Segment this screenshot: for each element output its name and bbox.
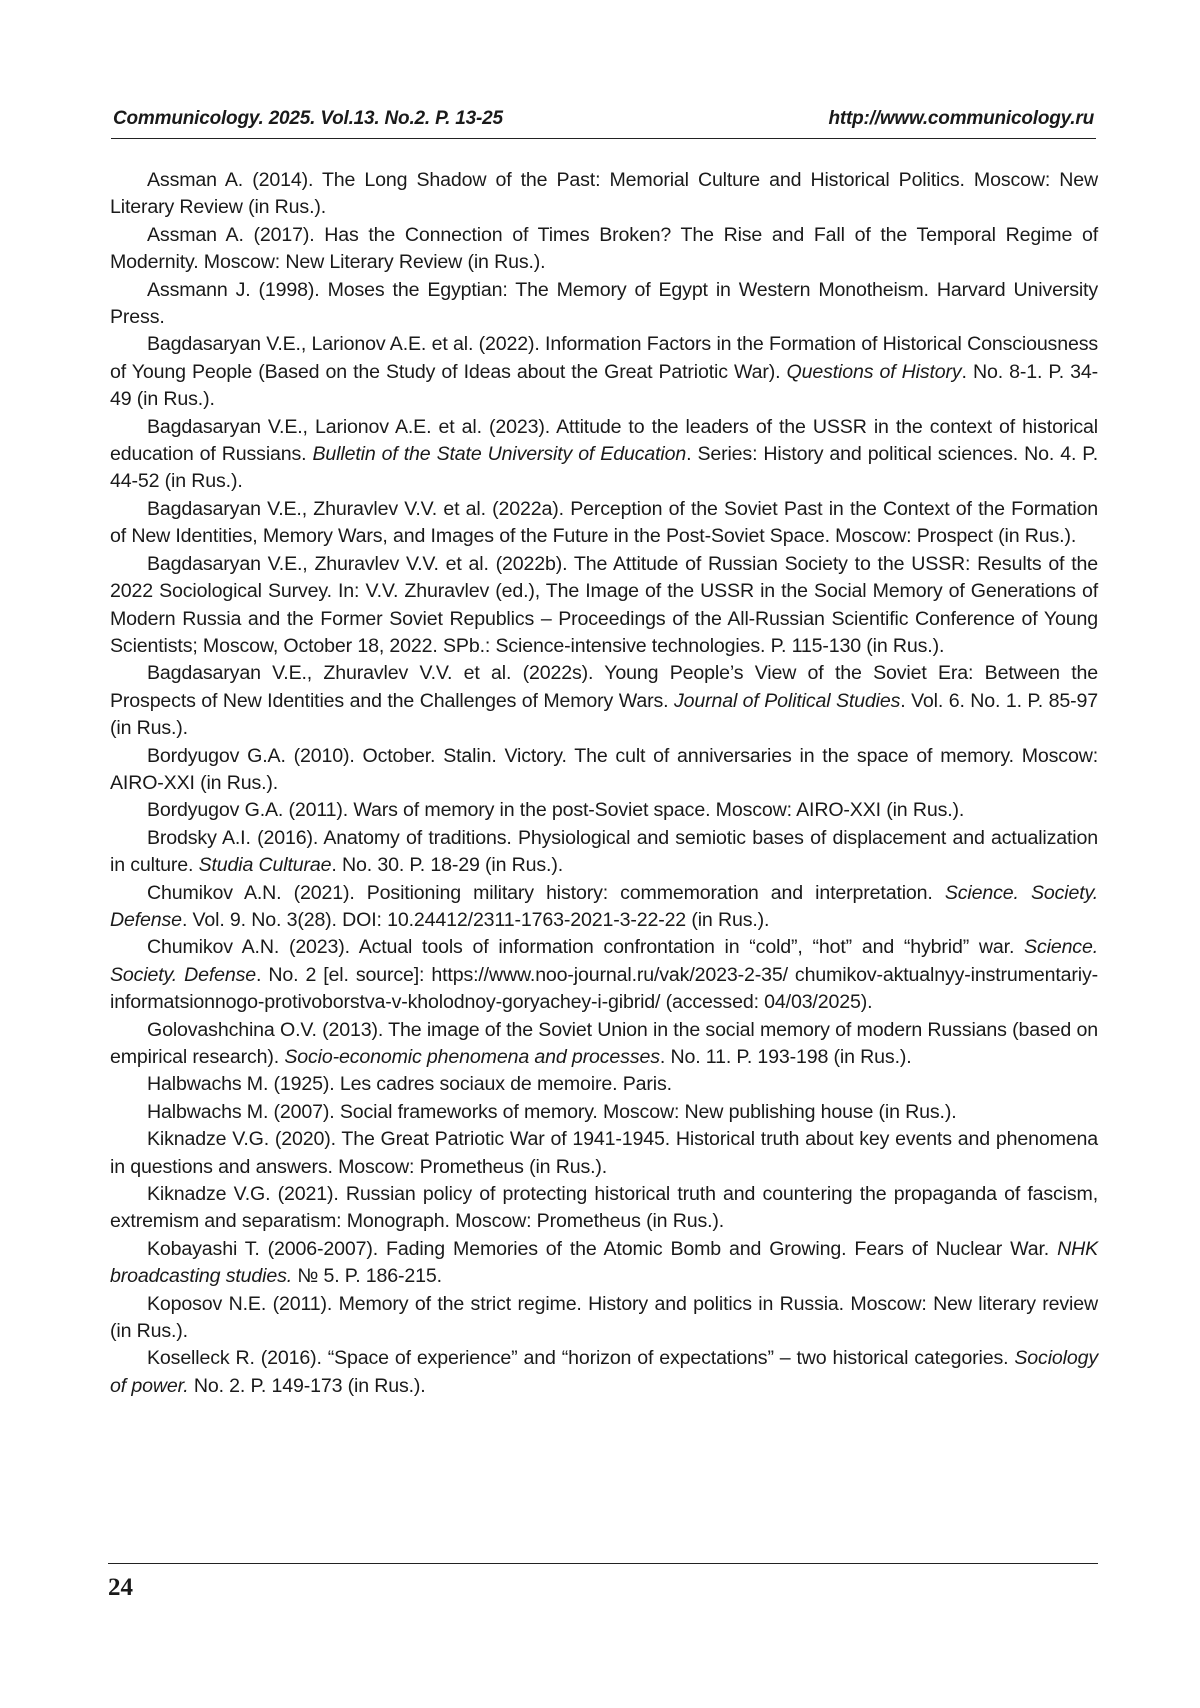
reference-details: . No. 2 [el. source]: https://www.noo-journal.ru/vak/2023-2-35/ chumikov-aktualnyy-instrumentariy-informatsionnogo-protivoborstva-v-kholodnoy-goryachey-i-gibrid/ (accessed: 04/03/2025). bbox=[110, 963, 1098, 1014]
reference-text: Kiknadze V.G. (2020). The Great Patriotic War of 1941-1945. Historical truth about key events and phenomena in questions and answers. Moscow: Prometheus (in Rus.). bbox=[110, 1128, 1098, 1178]
reference-source-title: Bulletin of the State University of Education bbox=[312, 443, 687, 466]
reference-details: . Vol. 9. No. 3(28). DOI: 10.24412/2311-1763-2021-3-22-22 (in Rus.). bbox=[181, 908, 770, 931]
reference-entry bbox=[110, 551, 1098, 661]
reference-text: Assman A. (2017). Has the Connection of Times Broken? The Rise and Fall of the Temporal Regime of Modernity. Moscow: New Literary Review (in Rus.). bbox=[110, 223, 1098, 274]
reference-text: Halbwachs M. (2007). Social frameworks of memory. Moscow: New publishing house (in Rus.). bbox=[147, 1100, 957, 1123]
reference-text: Golovashchina O.V. (2013). The image of the Soviet Union in the social memory of modern Russians (based on empirical research). bbox=[110, 1018, 1098, 1068]
reference-entry bbox=[110, 167, 1098, 222]
journal-url: http://www.communicology.ru bbox=[828, 108, 1094, 129]
reference-entry bbox=[110, 743, 1098, 798]
reference-details: No. 2. P. 149-173 (in Rus.). bbox=[188, 1374, 426, 1397]
reference-source-title: NHK broadcasting studies. bbox=[110, 1237, 1098, 1288]
reference-entry bbox=[110, 1099, 1098, 1126]
reference-entry bbox=[110, 797, 1098, 824]
reference-entry bbox=[110, 414, 1098, 496]
reference-text: Bagdasaryan V.E., Zhuravlev V.V. et al. (2022b). The Attitude of Russian Society to the USSR: Results of the 2022 Sociological Survey. In: V.V. Zhuravlev (ed.), The Image of the USSR in the Social Memory of Generations of Modern Russia and the Former Soviet Republics – Proceedings of the All-Russian Scientific Conference of Young Scientists; Moscow, October 18, 2022. SPb.: Science-intensive technologies. P. 115-130 (in Rus.). bbox=[110, 552, 1098, 657]
reference-source-title: Questions of History bbox=[786, 360, 962, 383]
reference-details: . No. 11. P. 193-198 (in Rus.). bbox=[659, 1046, 912, 1068]
reference-source-title: Science. Society. Defense bbox=[110, 936, 1098, 986]
reference-text: Bagdasaryan V.E., Larionov A.E. et al. (2022). Information Factors in the Formation of Historical Consciousness of Young People (Based on the Study of Ideas about the Great Patriotic War). bbox=[110, 333, 1098, 383]
reference-entry bbox=[110, 277, 1098, 332]
reference-list bbox=[110, 167, 1098, 1400]
reference-entry bbox=[110, 1181, 1098, 1236]
reference-entry bbox=[110, 1291, 1098, 1346]
reference-source-title: Studia Culturae bbox=[198, 854, 332, 877]
footer-divider bbox=[108, 1563, 1098, 1564]
reference-text: Assman A. (2014). The Long Shadow of the Past: Memorial Culture and Historical Politics. Moscow: New Literary Review (in Rus.). bbox=[110, 169, 1098, 219]
reference-details: . No. 8-1. P. 34-49 (in Rus.). bbox=[110, 360, 1098, 411]
reference-text: Kobayashi T. (2006-2007). Fading Memories of the Atomic Bomb and Growing. Fears of Nuclear War. bbox=[147, 1237, 1058, 1260]
reference-entry bbox=[110, 1345, 1098, 1400]
reference-text: Kiknadze V.G. (2021). Russian policy of protecting historical truth and countering the propaganda of fascism, extremism and separatism: Monograph. Moscow: Prometheus (in Rus.). bbox=[110, 1183, 1098, 1233]
journal-citation: Communicology. 2025. Vol.13. No.2. P. 13-25 bbox=[113, 108, 503, 129]
reference-entry bbox=[110, 496, 1098, 551]
reference-entry bbox=[110, 880, 1098, 935]
reference-entry bbox=[110, 934, 1098, 1016]
reference-text: Bordyugov G.A. (2010). October. Stalin. Victory. The cult of anniversaries in the space of memory. Moscow: AIRO-XXI (in Rus.). bbox=[110, 744, 1098, 794]
reference-source-title: Socio-economic phenomena and processes bbox=[284, 1046, 660, 1068]
running-header bbox=[111, 104, 1096, 139]
reference-entry bbox=[110, 1071, 1098, 1098]
reference-entry bbox=[110, 331, 1098, 413]
reference-text: Brodsky A.I. (2016). Anatomy of traditions. Physiological and semiotic bases of displacement and actualization in culture. bbox=[110, 826, 1098, 877]
page-number: 24 bbox=[108, 1574, 133, 1601]
reference-text: Bordyugov G.A. (2011). Wars of memory in the post-Soviet space. Moscow: AIRO-XXI (in Rus.). bbox=[147, 799, 965, 822]
reference-source-title: Sociology of power. bbox=[110, 1347, 1098, 1397]
reference-source-title: Science. Society. Defense bbox=[110, 881, 1098, 931]
reference-text: Chumikov A.N. (2023). Actual tools of information confrontation in “cold”, “hot” and “hybrid” war. bbox=[147, 936, 1025, 959]
reference-text: Bagdasaryan V.E., Zhuravlev V.V. et al. (2022s). Young People’s View of the Soviet Era: Between the Prospects of New Identities and the Challenges of Memory Wars. bbox=[110, 662, 1098, 712]
reference-text: Koselleck R. (2016). “Space of experience” and “horizon of expectations” – two historical categories. bbox=[147, 1347, 1015, 1370]
reference-details: . No. 30. P. 18-29 (in Rus.). bbox=[331, 854, 564, 877]
reference-entry bbox=[110, 825, 1098, 880]
reference-text: Chumikov A.N. (2021). Positioning military history: commemoration and interpretation. bbox=[147, 881, 945, 904]
reference-entry bbox=[110, 222, 1098, 277]
reference-entry bbox=[110, 660, 1098, 742]
reference-text: Halbwachs M. (1925). Les cadres sociaux de memoire. Paris. bbox=[147, 1073, 672, 1096]
reference-text: Bagdasaryan V.E., Larionov A.E. et al. (2023). Attitude to the leaders of the USSR in the context of historical education of Russians. bbox=[110, 415, 1098, 466]
reference-text: Bagdasaryan V.E., Zhuravlev V.V. et al. (2022a). Perception of the Soviet Past in the Context of the Formation of New Identities, Memory Wars, and Images of the Future in the Post-Soviet Space. Moscow: Prospect (in Rus.). bbox=[110, 497, 1098, 548]
reference-text: Assmann J. (1998). Moses the Egyptian: The Memory of Egypt in Western Monotheism. Harvard University Press. bbox=[110, 278, 1098, 329]
reference-entry bbox=[110, 1126, 1098, 1181]
reference-details: № 5. P. 186-215. bbox=[292, 1265, 442, 1288]
reference-entry bbox=[110, 1236, 1098, 1291]
reference-text: Koposov N.E. (2011). Memory of the strict regime. History and politics in Russia. Moscow: New literary review (in Rus.). bbox=[110, 1292, 1098, 1343]
reference-details: . Series: History and political sciences. No. 4. P. 44-52 (in Rus.). bbox=[110, 443, 1098, 493]
reference-source-title: Journal of Political Studies bbox=[673, 689, 901, 712]
reference-entry bbox=[110, 1017, 1098, 1072]
reference-details: . Vol. 6. No. 1. P. 85-97 (in Rus.). bbox=[110, 689, 1098, 740]
